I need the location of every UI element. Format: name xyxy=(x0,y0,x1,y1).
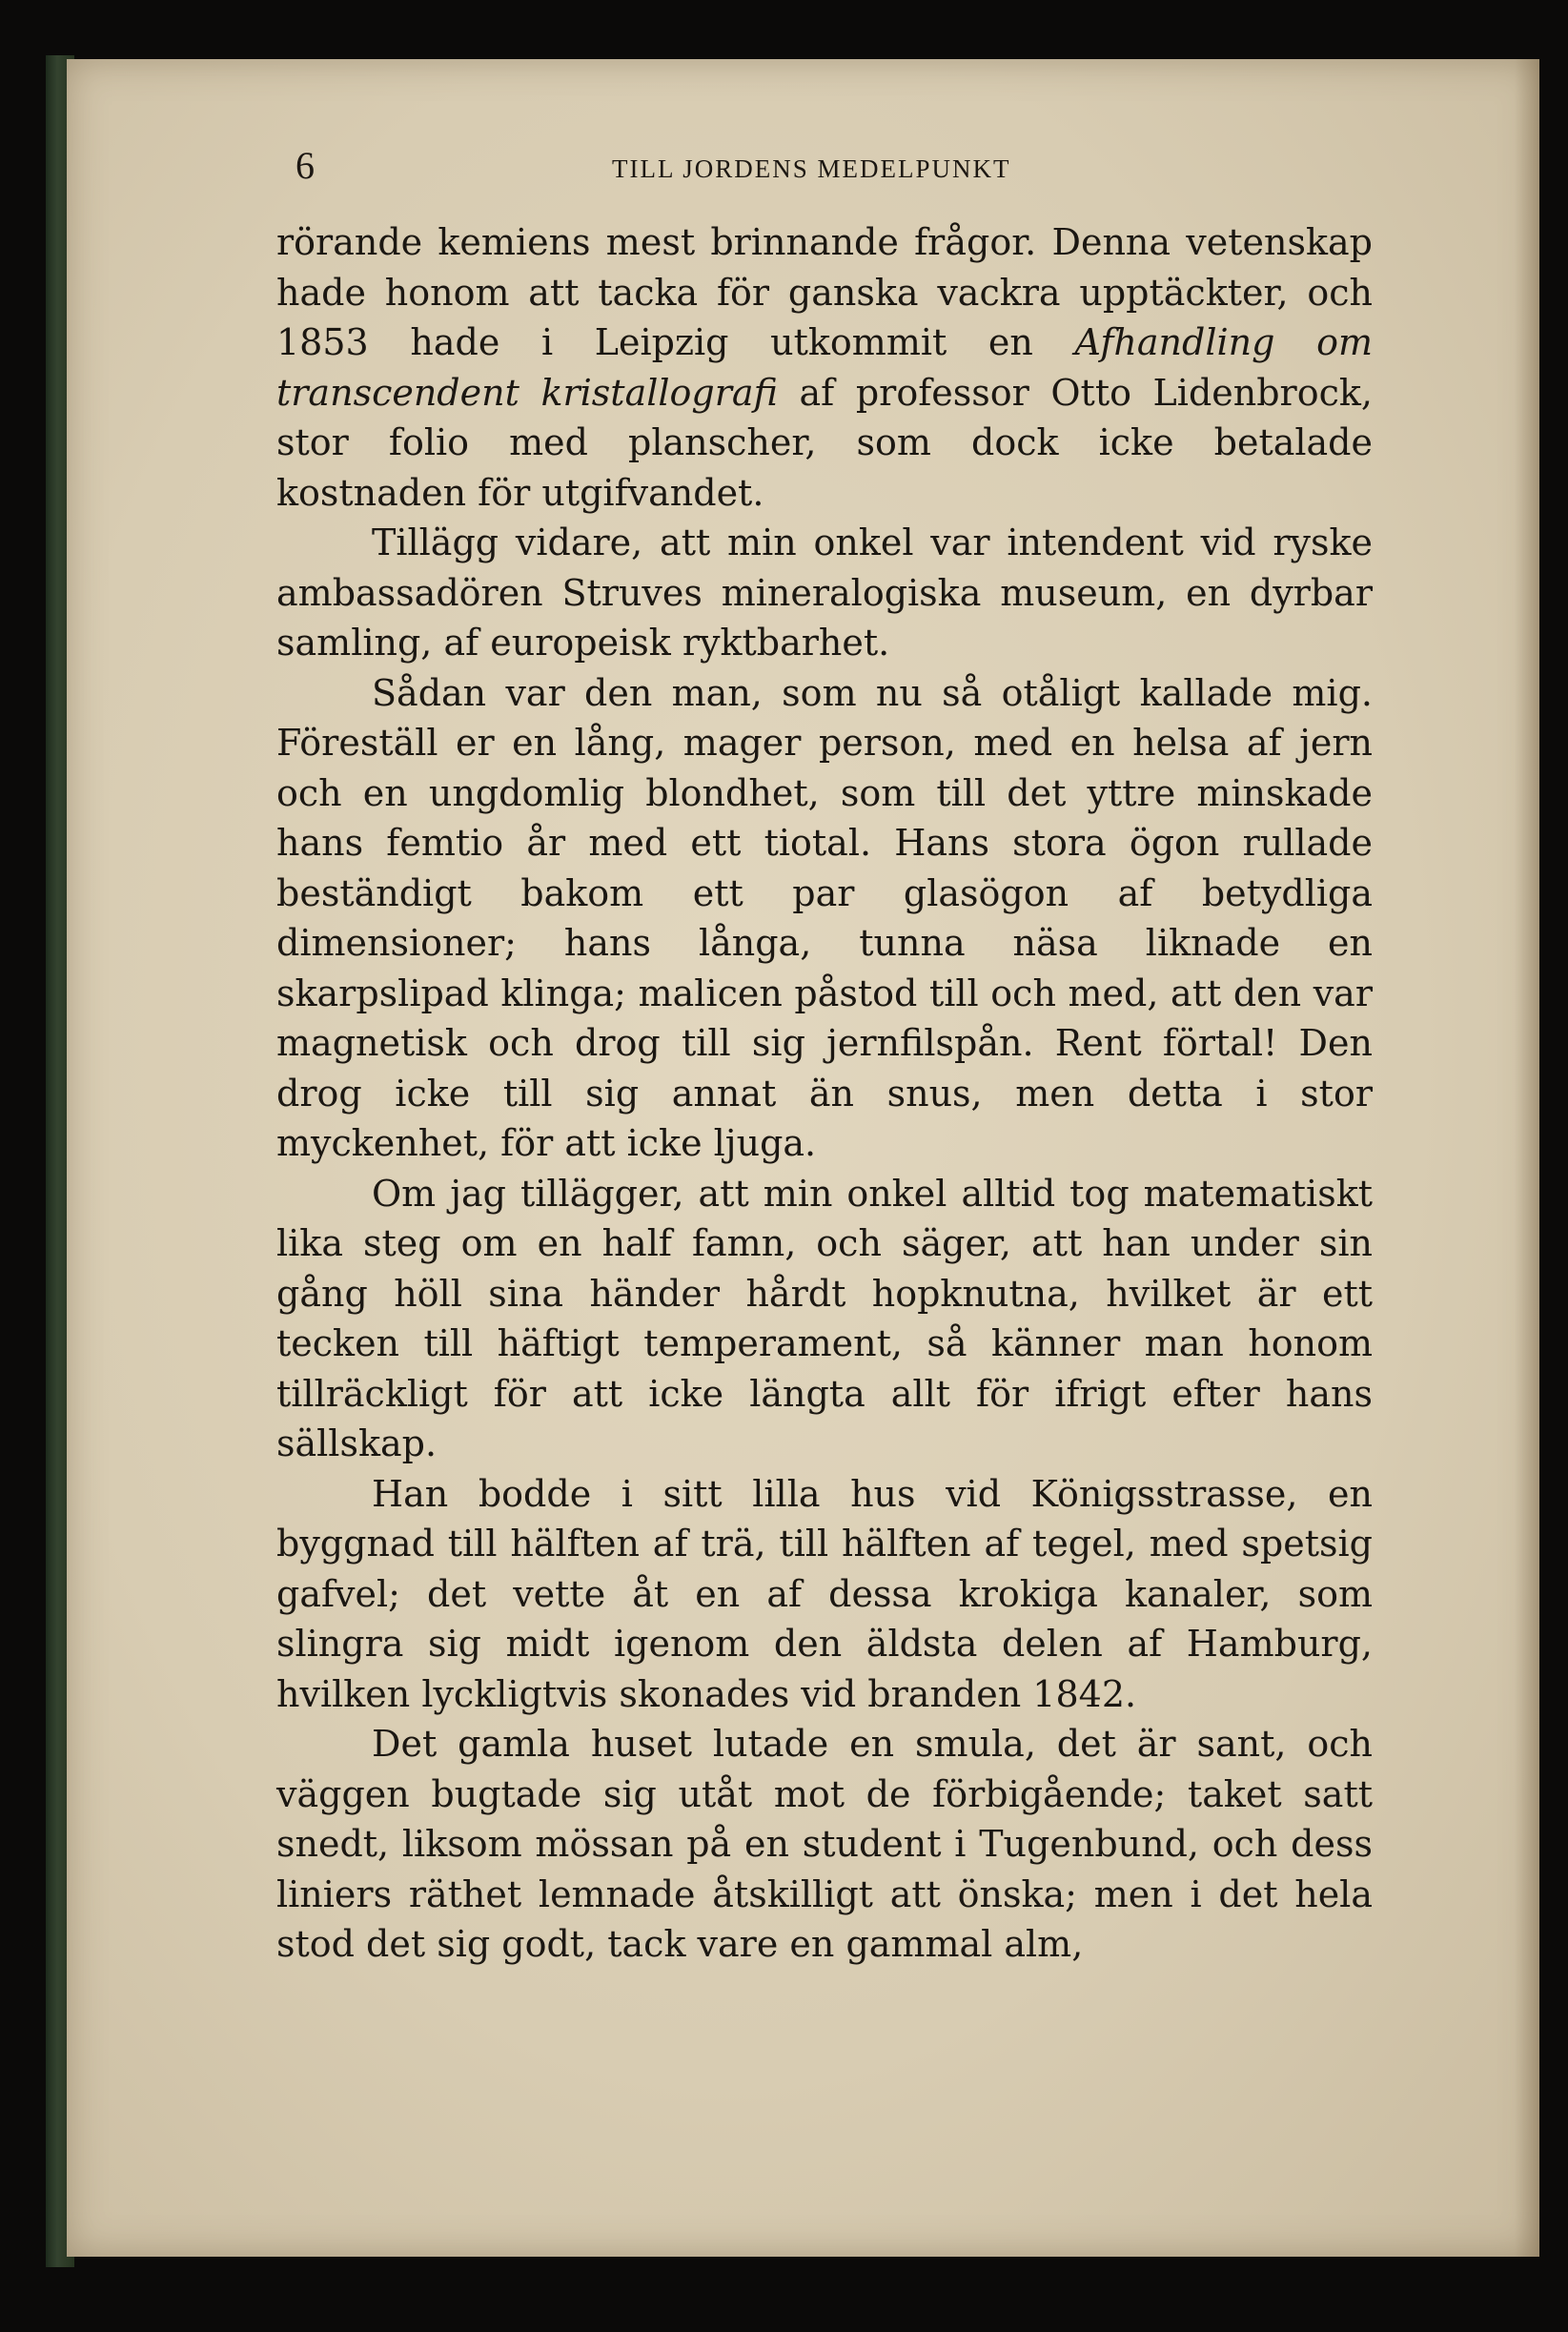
book-title-italic: Afhandling om transcendent kristallografi xyxy=(276,321,1373,414)
paragraph-5: Han bodde i sitt lilla hus vid Königsstrasse, en byggnad till hälften af trä, till hälften af tegel, med spetsig gafvel; det vette åt en af dessa krokiga kanaler, som slingra sig midt igenom den äldsta delen af Hamburg, hvilken lyckligtvis skonades vid branden 1842. xyxy=(276,1472,1373,1715)
page-number: 6 xyxy=(295,144,315,187)
paragraph-3: Sådan var den man, som nu så otåligt kallade mig. Föreställ er en lång, mager person, med en helsa af jern och en ungdomlig blondhet, som till det yttre minskade hans femtio år med ett tiotal. Hans stora ögon rullade beständigt bakom ett par glasögon af betydliga dimensioner; hans långa, tunna näsa liknade en skarpslipad klinga; malicen påstod till och med, att den var magnetisk och drog till sig jernfilspån. Rent förtal! Den drog icke till sig annat än snus, men detta i stor myckenhet, för att icke ljuga. xyxy=(276,671,1373,1164)
paragraph-1-text-b: af professor Otto Lidenbrock, stor folio med planscher, som dock icke betalade kostnaden för utgifvandet. xyxy=(276,371,1373,514)
paragraph-1 xyxy=(276,217,1373,518)
paragraph-2: Tillägg vidare, att min onkel var intendent vid ryske ambassadören Struves mineralogiska museum, en dyrbar samling, af europeisk ryktbarhet. xyxy=(276,522,1373,664)
page-header xyxy=(295,143,1373,200)
running-title: TILL JORDENS MEDELPUNKT xyxy=(612,154,1011,183)
paragraph-1-text-a: rörande kemiens mest brinnande frågor. Denna vetenskap hade honom att tacka för ganska vackra upptäckter, och 1853 hade i Leipzig utkommit en xyxy=(276,221,1373,363)
paragraph-6: Det gamla huset lutade en smula, det är sant, och väggen bugtade sig utåt mot de förbigående; taket satt snedt, liksom mössan på en student i Tugenbund, och dess liniers räthet lemnade åtskilligt att önska; men i det hela stod det sig godt, tack vare en gammal alm, xyxy=(276,1723,1373,1965)
paragraph-4: Om jag tillägger, att min onkel alltid tog matematiskt lika steg om en half famn, och säger, att han under sin gång höll sina händer hårdt hopknutna, hvilket är ett tecken till häftigt temperament, så känner man honom tillräckligt för att icke längta allt för ifrigt efter hans sällskap. xyxy=(276,1172,1373,1464)
page-edge-shadow xyxy=(1515,59,1539,2257)
body-text xyxy=(276,217,1373,1970)
